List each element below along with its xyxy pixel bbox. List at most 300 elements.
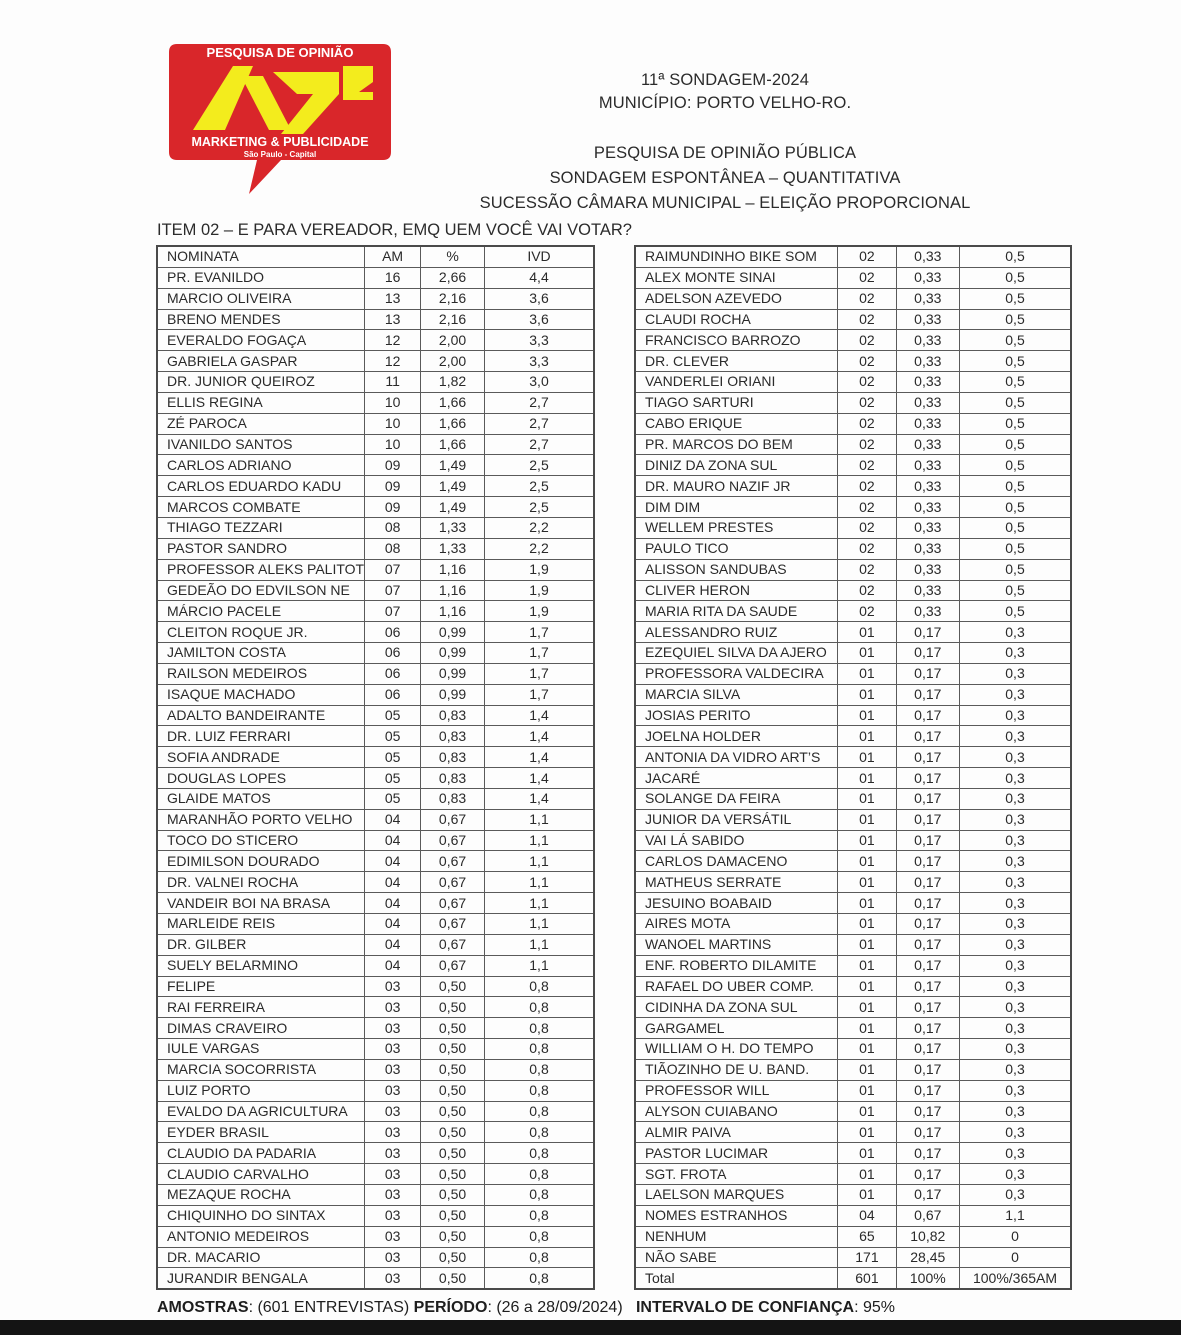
- am-count: 02: [838, 601, 896, 622]
- candidate-name: DR. JUNIOR QUEIROZ: [157, 372, 365, 393]
- percent-value: 0,33: [896, 309, 959, 330]
- table-row: [635, 497, 1071, 518]
- candidate-name: CARLOS ADRIANO: [157, 455, 365, 476]
- percent-value: 0,17: [896, 768, 959, 789]
- table-row: [635, 580, 1071, 601]
- am-count: 02: [838, 497, 896, 518]
- candidate-name: CIDINHA DA ZONA SUL: [635, 997, 838, 1018]
- table-row: [157, 1226, 594, 1247]
- table-row: [635, 976, 1071, 997]
- candidate-name: ALEX MONTE SINAI: [635, 267, 838, 288]
- table-row: [635, 1122, 1071, 1143]
- am-count: 171: [838, 1247, 896, 1268]
- ivd-value: 1,1: [485, 830, 594, 851]
- candidate-name: CABO ERIQUE: [635, 413, 838, 434]
- candidate-name: EYDER BRASIL: [157, 1122, 365, 1143]
- ivd-value: 0,3: [960, 976, 1071, 997]
- ivd-value: 1,4: [485, 747, 594, 768]
- am-count: 09: [365, 497, 421, 518]
- percent-value: 28,45: [896, 1247, 959, 1268]
- am-count: 09: [365, 476, 421, 497]
- percent-value: 0,33: [896, 413, 959, 434]
- percent-value: 0,50: [421, 1080, 485, 1101]
- percent-value: 100%: [896, 1268, 959, 1289]
- ivd-value: 0,5: [960, 476, 1071, 497]
- table-row: [635, 1268, 1071, 1289]
- ivd-value: 0,3: [960, 768, 1071, 789]
- am-count: 04: [365, 851, 421, 872]
- table-row: [157, 413, 594, 434]
- table-row: [635, 434, 1071, 455]
- percent-value: 0,99: [421, 643, 485, 664]
- am-count: 01: [838, 997, 896, 1018]
- ivd-value: 0,3: [960, 1143, 1071, 1164]
- percent-value: 0,17: [896, 1101, 959, 1122]
- ivd-value: 0,8: [485, 1143, 594, 1164]
- table-row: [157, 788, 594, 809]
- percent-value: 2,66: [421, 267, 485, 288]
- table-row: [635, 622, 1071, 643]
- percent-value: 0,17: [896, 747, 959, 768]
- percent-value: 0,83: [421, 726, 485, 747]
- ivd-value: 0,3: [960, 1184, 1071, 1205]
- am-count: 02: [838, 330, 896, 351]
- table-row: [157, 288, 594, 309]
- table-row: [635, 246, 1071, 267]
- logo-graphic: [163, 38, 395, 196]
- percent-value: 1,66: [421, 392, 485, 413]
- candidate-name: NOMES ESTRANHOS: [635, 1205, 838, 1226]
- candidate-name: PR. MARCOS DO BEM: [635, 434, 838, 455]
- candidate-name: THIAGO TEZZARI: [157, 517, 365, 538]
- table-row: [635, 809, 1071, 830]
- am-count: 07: [365, 559, 421, 580]
- am-count: 02: [838, 455, 896, 476]
- percent-value: 0,17: [896, 1164, 959, 1185]
- am-count: 08: [365, 517, 421, 538]
- percent-value: 0,33: [896, 392, 959, 413]
- ivd-value: 0,8: [485, 1164, 594, 1185]
- am-count: 01: [838, 1059, 896, 1080]
- ivd-value: 1,7: [485, 684, 594, 705]
- table-row: [635, 517, 1071, 538]
- candidate-name: DR. MAURO NAZIF JR: [635, 476, 838, 497]
- percent-value: 2,00: [421, 330, 485, 351]
- percent-value: 0,33: [896, 559, 959, 580]
- am-count: 02: [838, 413, 896, 434]
- ivd-value: 0,5: [960, 559, 1071, 580]
- am-count: 03: [365, 1039, 421, 1060]
- table-row: [635, 1205, 1071, 1226]
- ivd-value: 0,3: [960, 914, 1071, 935]
- table-row: [157, 559, 594, 580]
- table-row: [635, 330, 1071, 351]
- percent-value: 0,33: [896, 455, 959, 476]
- candidate-name: CLAUDIO CARVALHO: [157, 1164, 365, 1185]
- percent-value: 1,33: [421, 517, 485, 538]
- candidate-name: PROFESSOR ALEKS PALITOT: [157, 559, 365, 580]
- ivd-value: 1,1: [485, 809, 594, 830]
- table-row: [635, 267, 1071, 288]
- ivd-value: 0,8: [485, 976, 594, 997]
- am-count: 01: [838, 1039, 896, 1060]
- candidate-name: GARGAMEL: [635, 1018, 838, 1039]
- table-row: [157, 1164, 594, 1185]
- candidate-name: ADALTO BANDEIRANTE: [157, 705, 365, 726]
- am-count: 03: [365, 1205, 421, 1226]
- ivd-value: 0,8: [485, 1247, 594, 1268]
- candidate-name: VANDEIR BOI NA BRASA: [157, 893, 365, 914]
- ivd-value: 0,3: [960, 830, 1071, 851]
- candidate-name: ADELSON AZEVEDO: [635, 288, 838, 309]
- ivd-value: 0,3: [960, 643, 1071, 664]
- candidate-name: CHIQUINHO DO SINTAX: [157, 1205, 365, 1226]
- am-count: 01: [838, 1122, 896, 1143]
- am-count: 01: [838, 1018, 896, 1039]
- am-count: 12: [365, 330, 421, 351]
- table-row: [635, 788, 1071, 809]
- percent-value: 0,50: [421, 1059, 485, 1080]
- candidate-name: IVANILDO SANTOS: [157, 434, 365, 455]
- candidate-name: MÁRCIO PACELE: [157, 601, 365, 622]
- am-count: 03: [365, 1080, 421, 1101]
- candidate-name: JOSIAS PERITO: [635, 705, 838, 726]
- candidate-name: DR. LUIZ FERRARI: [157, 726, 365, 747]
- am-count: 65: [838, 1226, 896, 1247]
- percent-value: 2,16: [421, 288, 485, 309]
- am-count: 11: [365, 372, 421, 393]
- candidate-name: ZÉ PAROCA: [157, 413, 365, 434]
- table-row: [635, 747, 1071, 768]
- candidate-name: JACARÉ: [635, 768, 838, 789]
- am-count: 05: [365, 747, 421, 768]
- candidate-name: EVERALDO FOGAÇA: [157, 330, 365, 351]
- table-row: [635, 1101, 1071, 1122]
- table-row: [157, 934, 594, 955]
- table-row: [157, 330, 594, 351]
- ivd-value: 0,3: [960, 1101, 1071, 1122]
- candidate-name: DOUGLAS LOPES: [157, 768, 365, 789]
- table-row: [635, 559, 1071, 580]
- table-row: [635, 1226, 1071, 1247]
- percent-value: 0,33: [896, 330, 959, 351]
- ivd-value: 0,5: [960, 288, 1071, 309]
- samples-value: : (601 ENTREVISTAS): [248, 1299, 414, 1316]
- percent-value: 1,49: [421, 476, 485, 497]
- candidate-name: VANDERLEI ORIANI: [635, 372, 838, 393]
- percent-value: 0,17: [896, 1018, 959, 1039]
- candidate-name: CLAUDIO DA PADARIA: [157, 1143, 365, 1164]
- ivd-value: 0,3: [960, 955, 1071, 976]
- am-count: 03: [365, 1122, 421, 1143]
- candidate-name: DR. VALNEI ROCHA: [157, 872, 365, 893]
- percent-value: 0,50: [421, 1247, 485, 1268]
- candidate-name: EDIMILSON DOURADO: [157, 851, 365, 872]
- am-count: 04: [365, 872, 421, 893]
- table-row: [157, 476, 594, 497]
- am-count: 05: [365, 768, 421, 789]
- percent-value: 0,50: [421, 1122, 485, 1143]
- candidate-name: FELIPE: [157, 976, 365, 997]
- percent-value: 0,67: [421, 830, 485, 851]
- am-count: 08: [365, 538, 421, 559]
- table-row: [157, 914, 594, 935]
- table-row: [635, 1039, 1071, 1060]
- table-row: [157, 1018, 594, 1039]
- candidate-name: AIRES MOTA: [635, 914, 838, 935]
- candidate-name: MARANHÃO PORTO VELHO: [157, 809, 365, 830]
- candidate-name: CLEITON ROQUE JR.: [157, 622, 365, 643]
- candidate-name: JAMILTON COSTA: [157, 643, 365, 664]
- ivd-value: 0,3: [960, 747, 1071, 768]
- table-row: [635, 684, 1071, 705]
- table-row: [157, 872, 594, 893]
- am-count: 03: [365, 1226, 421, 1247]
- percent-value: 0,83: [421, 747, 485, 768]
- am-count: 01: [838, 893, 896, 914]
- candidate-name: SOLANGE DA FEIRA: [635, 788, 838, 809]
- table-row: [157, 893, 594, 914]
- am-count: 06: [365, 643, 421, 664]
- table-row: [635, 914, 1071, 935]
- table-row: [635, 830, 1071, 851]
- percent-value: 0,17: [896, 976, 959, 997]
- percent-value: 0,17: [896, 663, 959, 684]
- candidate-name: TOCO DO STICERO: [157, 830, 365, 851]
- samples-label: AMOSTRAS: [157, 1299, 249, 1316]
- candidate-name: WELLEM PRESTES: [635, 517, 838, 538]
- ivd-value: 1,1: [485, 893, 594, 914]
- am-count: 03: [365, 1101, 421, 1122]
- ivd-value: 0,8: [485, 1268, 594, 1289]
- am-count: 02: [838, 372, 896, 393]
- percent-value: 0,99: [421, 622, 485, 643]
- candidate-name: PASTOR SANDRO: [157, 538, 365, 559]
- ivd-value: 0,5: [960, 246, 1071, 267]
- candidate-name: CARLOS EDUARDO KADU: [157, 476, 365, 497]
- candidate-name: WILLIAM O H. DO TEMPO: [635, 1039, 838, 1060]
- ivd-value: 2,7: [485, 434, 594, 455]
- ivd-value: 0,5: [960, 580, 1071, 601]
- candidate-name: SGT. FROTA: [635, 1164, 838, 1185]
- table-row: [157, 663, 594, 684]
- am-count: 01: [838, 955, 896, 976]
- candidate-name: DR. MACARIO: [157, 1247, 365, 1268]
- table-row: [157, 809, 594, 830]
- am-count: 02: [838, 267, 896, 288]
- am-count: 10: [365, 413, 421, 434]
- ivd-value: 0,3: [960, 1122, 1071, 1143]
- am-count: 01: [838, 788, 896, 809]
- am-count: 01: [838, 1164, 896, 1185]
- period-value: : (26 a 28/09/2024): [487, 1299, 636, 1316]
- candidate-name: JURANDIR BENGALA: [157, 1268, 365, 1289]
- am-count: 01: [838, 768, 896, 789]
- candidate-name: LAELSON MARQUES: [635, 1184, 838, 1205]
- percent-value: 0,33: [896, 538, 959, 559]
- ivd-value: 0,8: [485, 1059, 594, 1080]
- percent-value: 0,67: [421, 934, 485, 955]
- table-row: [157, 830, 594, 851]
- ivd-value: 1,1: [485, 955, 594, 976]
- ivd-value: 1,9: [485, 601, 594, 622]
- ivd-value: 0: [960, 1226, 1071, 1247]
- candidate-name: TIÃOZINHO DE U. BAND.: [635, 1059, 838, 1080]
- ivd-value: 0,8: [485, 1101, 594, 1122]
- ivd-value: 3,6: [485, 309, 594, 330]
- am-count: 03: [365, 1018, 421, 1039]
- candidate-name: PR. EVANILDO: [157, 267, 365, 288]
- percent-value: 0,83: [421, 788, 485, 809]
- confidence-label: INTERVALO DE CONFIANÇA: [635, 1299, 855, 1316]
- am-count: 03: [365, 997, 421, 1018]
- ivd-value: 0,5: [960, 497, 1071, 518]
- table-row: [157, 955, 594, 976]
- am-count: 09: [365, 455, 421, 476]
- ivd-value: 3,0: [485, 372, 594, 393]
- ivd-value: 0,8: [485, 1226, 594, 1247]
- percent-value: 0,33: [896, 372, 959, 393]
- ivd-value: 1,1: [960, 1205, 1071, 1226]
- am-count: 02: [838, 580, 896, 601]
- am-count: 01: [838, 934, 896, 955]
- ivd-value: 0,8: [485, 997, 594, 1018]
- candidate-name: GEDEÃO DO EDVILSON NE: [157, 580, 365, 601]
- ivd-value: 1,7: [485, 663, 594, 684]
- table-row: [157, 580, 594, 601]
- am-count: 01: [838, 1184, 896, 1205]
- table-row: [157, 1101, 594, 1122]
- candidate-name: ELLIS REGINA: [157, 392, 365, 413]
- candidate-name: Total: [635, 1268, 838, 1289]
- ivd-value: 0,5: [960, 434, 1071, 455]
- ivd-value: 0,5: [960, 538, 1071, 559]
- ivd-value: 0,5: [960, 455, 1071, 476]
- survey-subject: SUCESSÃO CÂMARA MUNICIPAL – ELEIÇÃO PROPORCIONAL: [479, 194, 971, 212]
- percent-value: 1,66: [421, 413, 485, 434]
- table-row: [635, 726, 1071, 747]
- table-row: [157, 497, 594, 518]
- percent-value: 1,16: [421, 580, 485, 601]
- table-row: [635, 872, 1071, 893]
- candidate-name: PASTOR LUCIMAR: [635, 1143, 838, 1164]
- ivd-value: 0,3: [960, 809, 1071, 830]
- candidate-name: BRENO MENDES: [157, 309, 365, 330]
- candidate-name: ALYSON CUIABANO: [635, 1101, 838, 1122]
- percent-value: 0,17: [896, 1122, 959, 1143]
- ivd-value: 0,8: [485, 1122, 594, 1143]
- table-row: [635, 1018, 1071, 1039]
- ivd-value: 1,9: [485, 580, 594, 601]
- candidate-name: MARCIO OLIVEIRA: [157, 288, 365, 309]
- percent-value: 0,33: [896, 580, 959, 601]
- percent-value: 2,16: [421, 309, 485, 330]
- percent-value: 0,17: [896, 643, 959, 664]
- percent-value: 0,17: [896, 893, 959, 914]
- candidate-name: EVALDO DA AGRICULTURA: [157, 1101, 365, 1122]
- percent-value: 0,50: [421, 1164, 485, 1185]
- am-count: 01: [838, 809, 896, 830]
- table-row: [635, 997, 1071, 1018]
- candidate-name: VAI LÁ SABIDO: [635, 830, 838, 851]
- am-count: 04: [365, 809, 421, 830]
- percent-value: 0,17: [896, 934, 959, 955]
- candidate-name: LUIZ PORTO: [157, 1080, 365, 1101]
- candidate-name: ANTONIA DA VIDRO ART’S: [635, 747, 838, 768]
- ivd-value: 0,8: [485, 1080, 594, 1101]
- ivd-value: 0,3: [960, 788, 1071, 809]
- candidate-name: ISAQUE MACHADO: [157, 684, 365, 705]
- table-row: [635, 309, 1071, 330]
- ivd-value: 0,5: [960, 413, 1071, 434]
- ivd-value: 0,5: [960, 309, 1071, 330]
- table-row: [157, 851, 594, 872]
- candidate-name: RAI FERREIRA: [157, 997, 365, 1018]
- am-count: 05: [365, 788, 421, 809]
- am-count: 02: [838, 434, 896, 455]
- ivd-value: 3,3: [485, 330, 594, 351]
- table-row: [157, 372, 594, 393]
- ivd-value: 1,1: [485, 872, 594, 893]
- am-count: 03: [365, 1268, 421, 1289]
- percent-value: 0,33: [896, 517, 959, 538]
- ivd-value: 0,3: [960, 1164, 1071, 1185]
- ivd-value: 0: [960, 1247, 1071, 1268]
- am-count: 01: [838, 684, 896, 705]
- candidate-name: DIMAS CRAVEIRO: [157, 1018, 365, 1039]
- am-count: 03: [365, 1059, 421, 1080]
- ivd-value: 0,8: [485, 1184, 594, 1205]
- am-count: 07: [365, 601, 421, 622]
- percent-value: 0,50: [421, 1184, 485, 1205]
- percent-value: 0,33: [896, 601, 959, 622]
- candidate-name: IULE VARGAS: [157, 1039, 365, 1060]
- ivd-value: 0,3: [960, 1080, 1071, 1101]
- table-row: [635, 1164, 1071, 1185]
- table-row: [157, 1080, 594, 1101]
- ivd-value: 4,4: [485, 267, 594, 288]
- table-row: [635, 601, 1071, 622]
- percent-value: 0,17: [896, 851, 959, 872]
- percent-value: 0,50: [421, 1018, 485, 1039]
- ivd-value: 0,5: [960, 330, 1071, 351]
- table-row: [635, 1143, 1071, 1164]
- bottom-bar: [0, 1320, 1181, 1335]
- candidate-name: CLAUDI ROCHA: [635, 309, 838, 330]
- percent-value: 0,17: [896, 1039, 959, 1060]
- ivd-value: 1,1: [485, 914, 594, 935]
- ivd-value: 0,3: [960, 1039, 1071, 1060]
- candidate-name: DIM DIM: [635, 497, 838, 518]
- percent-value: 1,16: [421, 601, 485, 622]
- survey-method: SONDAGEM ESPONTÂNEA – QUANTITATIVA: [549, 169, 901, 187]
- percent-value: 0,67: [421, 851, 485, 872]
- percent-value: 0,67: [421, 914, 485, 935]
- ivd-value: 1,7: [485, 622, 594, 643]
- table-row: [157, 643, 594, 664]
- table-row: [635, 768, 1071, 789]
- table-row: [157, 1247, 594, 1268]
- ivd-value: 0,3: [960, 893, 1071, 914]
- ivd-value: 1,1: [485, 934, 594, 955]
- survey-edition: 11ª SONDAGEM-2024: [641, 71, 809, 89]
- confidence-value: : 95%: [854, 1299, 895, 1316]
- ivd-value: 0,3: [960, 684, 1071, 705]
- ivd-value: 1,4: [485, 726, 594, 747]
- table-row: [157, 1143, 594, 1164]
- table-row: [635, 1080, 1071, 1101]
- ivd-value: 1,4: [485, 788, 594, 809]
